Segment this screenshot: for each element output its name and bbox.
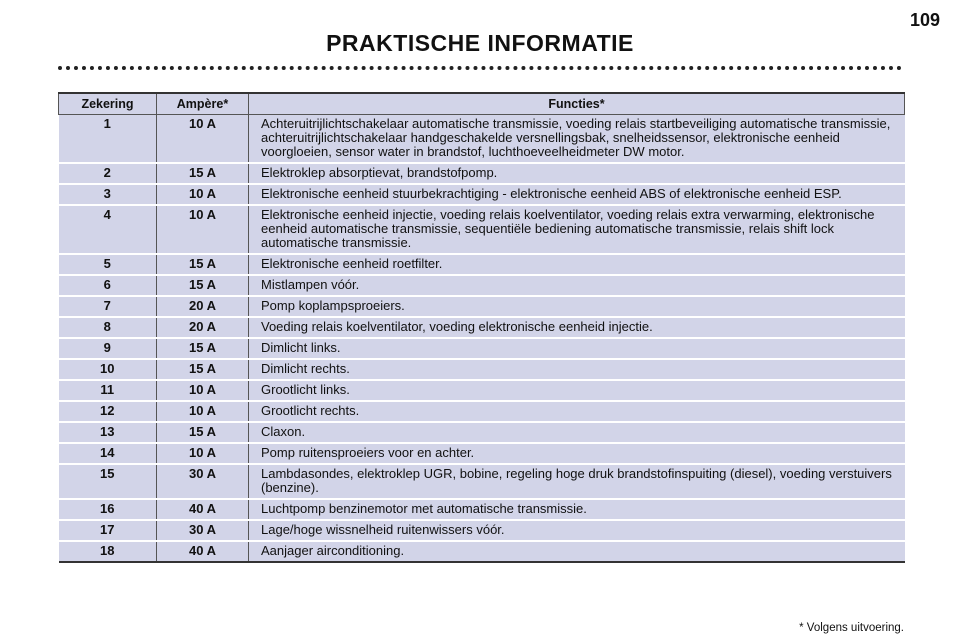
fuse-number-cell: 18: [59, 541, 157, 562]
table-row: [59, 541, 905, 562]
functions-cell: Voeding relais koelventilator, voeding elektronische eenheid injectie.: [249, 317, 905, 338]
ampere-cell: 20 A: [157, 317, 249, 338]
fuse-number-cell: 10: [59, 359, 157, 380]
ampere-cell: 10 A: [157, 443, 249, 464]
table-row: [59, 254, 905, 275]
page-number: 109: [909, 10, 940, 30]
fuse-number-cell: 6: [59, 275, 157, 296]
functions-cell: Mistlampen vóór.: [249, 275, 905, 296]
functions-cell: Elektronische eenheid stuurbekrachtiging - elektronische eenheid ABS of elektronische eenheid ESP.: [249, 184, 905, 205]
header-fuse: Zekering: [59, 93, 157, 115]
functions-cell: Luchtpomp benzinemotor met automatische transmissie.: [249, 499, 905, 520]
fuse-number-cell: 15: [59, 464, 157, 499]
ampere-cell: 10 A: [157, 115, 249, 164]
table-row: [59, 317, 905, 338]
functions-cell: Aanjager airconditioning.: [249, 541, 905, 562]
functions-cell: Pomp ruitensproeiers voor en achter.: [249, 443, 905, 464]
table-row: [59, 184, 905, 205]
functions-cell: Dimlicht rechts.: [249, 359, 905, 380]
fuse-number-cell: 13: [59, 422, 157, 443]
fuse-number-cell: 9: [59, 338, 157, 359]
functions-cell: Lambdasondes, elektroklep UGR, bobine, regeling hoge druk brandstofinspuiting (diesel), voeding verstuivers (benzine).: [249, 464, 905, 499]
fuse-number-cell: 12: [59, 401, 157, 422]
header-functions: Functies*: [249, 93, 905, 115]
table-row: [59, 520, 905, 541]
table-row: [59, 205, 905, 254]
functions-cell: Grootlicht links.: [249, 380, 905, 401]
table-row: [59, 115, 905, 164]
ampere-cell: 10 A: [157, 401, 249, 422]
table-row: [59, 359, 905, 380]
functions-cell: Achteruitrijlichtschakelaar automatische transmissie, voeding relais startbeveiliging automatische transmissie, achteruitrijlichtschakelaar handgeschakelde versnellingsbak, snelheidssensor, elektronische eenheid voorgloeien, sensor water in brandstof, luchthoeveelheidmeter DW motor.: [249, 115, 905, 164]
functions-cell: Elektronische eenheid roetfilter.: [249, 254, 905, 275]
fuse-number-cell: 3: [59, 184, 157, 205]
functions-cell: Dimlicht links.: [249, 338, 905, 359]
footnote: * Volgens uitvoering.: [799, 622, 904, 634]
table-row: [59, 296, 905, 317]
fuse-number-cell: 17: [59, 520, 157, 541]
table-row: [59, 401, 905, 422]
table-body: [59, 115, 905, 563]
table-row: [59, 464, 905, 499]
functions-cell: Grootlicht rechts.: [249, 401, 905, 422]
table-header-row: [59, 93, 905, 115]
table-row: [59, 275, 905, 296]
ampere-cell: 15 A: [157, 338, 249, 359]
ampere-cell: 15 A: [157, 254, 249, 275]
ampere-cell: 40 A: [157, 541, 249, 562]
table-row: [59, 443, 905, 464]
table-row: [59, 499, 905, 520]
ampere-cell: 40 A: [157, 499, 249, 520]
fuse-number-cell: 14: [59, 443, 157, 464]
table-row: [59, 163, 905, 184]
ampere-cell: 15 A: [157, 359, 249, 380]
fuse-number-cell: 4: [59, 205, 157, 254]
ampere-cell: 15 A: [157, 422, 249, 443]
ampere-cell: 30 A: [157, 520, 249, 541]
header-ampere: Ampère*: [157, 93, 249, 115]
functions-cell: Lage/hoge wissnelheid ruitenwissers vóór.: [249, 520, 905, 541]
ampere-cell: 10 A: [157, 205, 249, 254]
functions-cell: Pomp koplampsproeiers.: [249, 296, 905, 317]
table-row: [59, 422, 905, 443]
page-title: PRAKTISCHE INFORMATIE: [326, 30, 634, 56]
fuse-number-cell: 1: [59, 115, 157, 164]
functions-cell: Elektronische eenheid injectie, voeding relais koelventilator, voeding relais extra verwarming, elektronische eenheid automatische transmissie, sequentiële bediening automatische transmissie, relais shift lock automatische transmissie.: [249, 205, 905, 254]
dotted-divider: [58, 66, 902, 70]
ampere-cell: 10 A: [157, 184, 249, 205]
table-row: [59, 380, 905, 401]
fuse-number-cell: 5: [59, 254, 157, 275]
fuse-table: [58, 92, 905, 563]
ampere-cell: 30 A: [157, 464, 249, 499]
functions-cell: Claxon.: [249, 422, 905, 443]
functions-cell: Elektroklep absorptievat, brandstofpomp.: [249, 163, 905, 184]
table-row: [59, 338, 905, 359]
fuse-number-cell: 2: [59, 163, 157, 184]
ampere-cell: 10 A: [157, 380, 249, 401]
ampere-cell: 15 A: [157, 275, 249, 296]
fuse-number-cell: 11: [59, 380, 157, 401]
fuse-number-cell: 7: [59, 296, 157, 317]
fuse-number-cell: 8: [59, 317, 157, 338]
ampere-cell: 15 A: [157, 163, 249, 184]
ampere-cell: 20 A: [157, 296, 249, 317]
fuse-number-cell: 16: [59, 499, 157, 520]
